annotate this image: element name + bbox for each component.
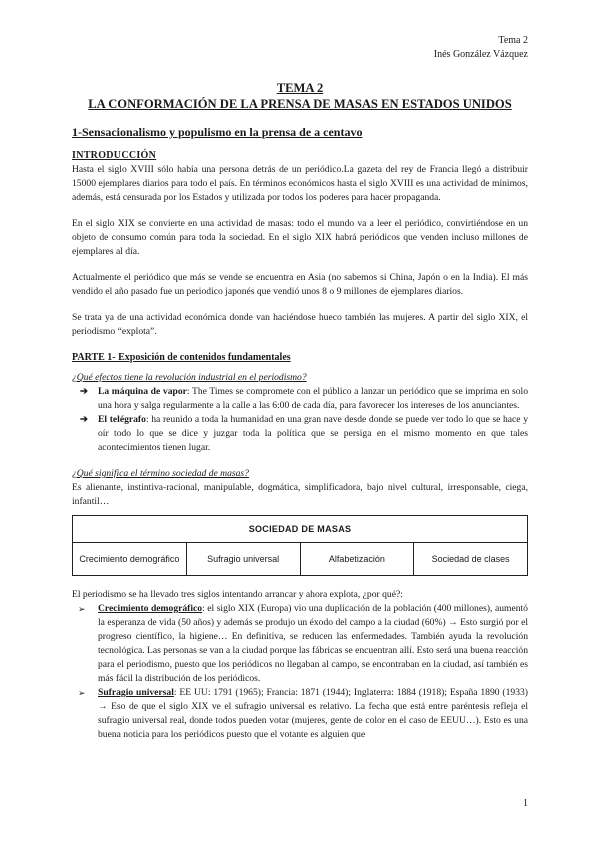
bullet-text: : EE UU: 1791 (1965); Francia: 1871 (1944); Inglaterra: 1884 (1918); España 1890 (1933) → Eso de que el siglo XIX ve el sufragio universal es relativo. La fecha que está entre paréntesis refleja el sufragio universal real, donde todos pueden votar (mujeres, gente de color en el caso de EEUU…). Esto es una buena noticia para los periódicos puesto que el votante es alguien que xyxy=(98,687,528,740)
arrow-right-icon: ➔ xyxy=(80,414,89,425)
list-item xyxy=(72,413,528,455)
table-cell: Alfabetización xyxy=(300,543,414,576)
masas-paragraph: Es alienante, instintiva-racional, manipulable, dogmática, simplificadora, bajo nivel cultural, irresponsable, ciega, infantil… xyxy=(72,482,528,507)
bullet-term: Crecimiento demográfico xyxy=(98,603,203,614)
table-cell: Sufragio universal xyxy=(186,543,300,576)
list-item xyxy=(72,385,528,413)
document-body xyxy=(72,125,528,742)
table-cell: Sociedad de clases xyxy=(414,543,528,576)
header-author: Inés González Vázquez xyxy=(433,49,528,60)
title-line-2: LA CONFORMACIÓN DE LA PRENSA DE MASAS EN ESTADOS UNIDOS xyxy=(88,97,512,111)
header-topic: Tema 2 xyxy=(498,35,528,46)
intro-paragraph-4: Se trata ya de una actividad económica donde van haciéndose hueco también las mujeres. A partir del siglo XIX, el periodismo “explota”. xyxy=(72,312,528,337)
list-item xyxy=(72,686,528,742)
document-title xyxy=(72,80,528,112)
bullet-term: La máquina de vapor xyxy=(98,386,187,397)
intro-paragraph-1: Hasta el siglo XVIII sólo había una persona detrás de un periódico.La gazeta del rey de Francia llegó a distribuir 15000 ejemplares diarios para todo el país. En términos económicos hasta el siglo XVIII es una actividad de mínimos, además, está censurada por los Estados y utilizada por todos los poderes para hacer propaganda. xyxy=(72,164,528,203)
intro-paragraph-3: Actualmente el periódico que más se vende se encuentra en Asia (no sabemos si China, Japón o en la India). El más vendido el año pasado fue un periodico japonés que vendió unos 8 o 9 millones de ejemplares diarios. xyxy=(72,272,528,297)
sociedad-masas-table xyxy=(72,515,528,576)
title-line-1: TEMA 2 xyxy=(276,81,324,95)
bullet-term: Sufragio universal xyxy=(98,687,174,698)
bullet-text: : el siglo XIX (Europa) vio una duplicación de la población (400 millones), aumentó la esperanza de vida (50 años) y además se produjo un éxodo del campo a la ciudad (60%) → Esto surgió por el progreso científico, la higiene… En definitiva, se reducen las enfermedades. También ayuda la revolución tecnológica. Las personas se van a la ciudad porque las fábricas se encuentran allí. Esto será una buena reacción para el periodismo, puesto que los periódicos no llegaban al campo, se encontraban en la ciudad, así también es más fácil la distribución de los periódicos. xyxy=(98,603,528,684)
bullet-text: : ha reunido a toda la humanidad en una gran nave desde donde se puede ver todo lo que se hace y oír todo lo que se dice y juzgar toda la política que se persiga en el mismo momento en que tales acontecimientos tienen lugar. xyxy=(98,414,529,453)
part-heading: PARTE 1- Exposición de contenidos fundamentales xyxy=(72,352,291,363)
arrow-right-icon: ➔ xyxy=(80,386,89,397)
question-revolucion: ¿Qué efectos tiene la revolución industrial en el periodismo? xyxy=(72,372,307,383)
triangle-bullet-icon: ➢ xyxy=(78,604,86,614)
explota-paragraph: El periodismo se ha llevado tres siglos intentando arrancar y ahora explota, ¿por qué?: xyxy=(72,589,403,600)
reasons-list xyxy=(72,602,528,742)
bullet-text: : The Times se compromete con el público a lanzar un periódico que se imprima en solo una hora y salga regularmente a la calle a las 6:00 de cada día, para favorecer los intereses de los anunciantes. xyxy=(98,386,529,411)
intro-paragraph-2: En el siglo XIX se convierte en una actividad de masas: todo el mundo va a leer el periódico, convirtiéndose en un objeto de consumo común para toda la sociedad. En el siglo XIX habrá periódicos que venden incluso millones de ejemplares al día. xyxy=(72,218,528,257)
page-header xyxy=(434,34,528,62)
table-header: SOCIEDAD DE MASAS xyxy=(73,516,528,543)
question-sociedad: ¿Qué significa el término sociedad de masas? xyxy=(72,468,249,479)
page-number: 1 xyxy=(523,798,528,809)
table-row xyxy=(73,543,528,576)
table-cell: Crecimiento demográfico xyxy=(73,543,187,576)
bullet-term: El telégrafo xyxy=(98,414,146,425)
section-heading: 1-Sensacionalismo y populismo en la prensa de a centavo xyxy=(72,125,363,139)
effects-list xyxy=(72,385,528,455)
triangle-bullet-icon: ➢ xyxy=(78,688,86,698)
intro-heading: INTRODUCCIÓN xyxy=(72,150,157,161)
list-item xyxy=(72,602,528,686)
